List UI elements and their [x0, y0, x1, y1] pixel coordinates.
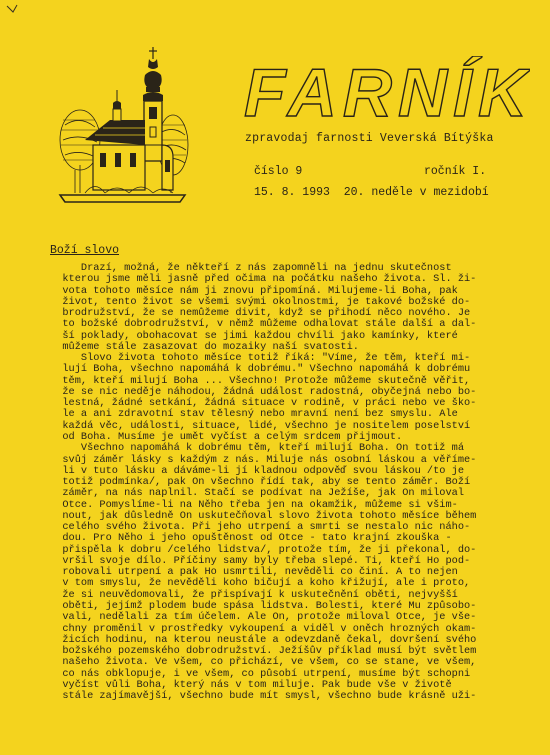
article-line: co nás obklopuje, i ve všem, co působí utrpení, musíme být schopni — [50, 667, 471, 680]
article-line: vyčíst vůli Boha, který nás v tom miluje. Pak bude vše v životě — [50, 678, 452, 691]
article-heading: Boží slovo — [50, 244, 120, 257]
article-line: v tom smyslu, že nevěděli koho bičují a koho křižují, ale i proto, — [50, 577, 471, 590]
article-line: Drazí, možná, že někteří z nás zapomněli na jednu skutečnost — [50, 262, 452, 274]
newsletter-subtitle: zpravodaj farnosti Veverská Bítýška — [245, 132, 494, 145]
issue-number: číslo 9 — [254, 165, 303, 178]
article-line: můžeme stále zasazovat do mozaiky naší svatosti. — [50, 340, 359, 353]
article-line: Slovo života tohoto měsíce totiž říká: "Víme, že těm, kteří mi- — [50, 352, 471, 365]
article-line: žicích hodinu, na kterou neustále a odevzdaně čekal, dovršení svého — [50, 633, 477, 646]
article-line: svůj záměr lásky s každým z nás. Miluje nás osobní láskou a věříme- — [50, 453, 477, 466]
article-line: li v tuto lásku a dáváme-li jí kladnou odpověď svou láskou /to je — [50, 464, 465, 477]
article-line: každá věc, události, situace, lidé, všechno je nositelem poselství — [50, 419, 471, 432]
article-line: vali, nedělali za tím účelem. Ale On, protože miloval Otce, je vše- — [50, 611, 477, 624]
issue-date: 15. 8. 1993 — [254, 186, 330, 199]
article-line: totiž podmínka/, pak On všechno řídí tak, aby se tento záměr. Boží — [50, 476, 471, 489]
article-line: oběti, jejímž plodem bude spása lidstva. Bolesti, které Mu způsobo- — [50, 599, 477, 612]
article-line: robovali utrpení a pak Ho usmrtili, nevěděli co činí. A to nejen — [50, 566, 458, 579]
article-line: dou. Pro Něho i jeho opuštěnost od Otce - tato krajní zkouška - — [50, 532, 452, 545]
article-line: celého svého života. Při jeho utrpení a smrti se nestalo nic náho- — [50, 521, 471, 534]
masthead-title — [240, 56, 530, 126]
article-line: Všechno napomáhá k dobrému těm, kteří milují Boha. On totiž má — [50, 442, 465, 455]
masthead-title-text: FARNÍK — [244, 56, 530, 126]
article-line: záměr, na nás naplnil. Stačí se podívat na Ježíše, jak On miloval — [50, 487, 465, 500]
article-line: kterou jsme měli jasně před očima na počátku našeho života. Sl. ži- — [50, 273, 477, 286]
article-line: brodružství, že se nemůžeme divit, když se přihodí něco nového. Je — [50, 307, 471, 320]
corner-tick-icon — [5, 3, 19, 17]
article-line: že si neuvědomovali, že přispívají k uskutečnění oběti, nejvyšší — [50, 588, 458, 601]
article-line: nout, jak důsledně On uskutečňoval slovo života tohoto měsíce během — [50, 509, 477, 522]
article-line: přispěla k dobru /celého lidstva/, protože tím, že ji překonal, do- — [50, 543, 477, 556]
church-illustration — [55, 45, 190, 205]
article-line: vršil svoje dílo. Příčiny samy byly třeba slepé. Ti, kteří Ho pod- — [50, 554, 471, 567]
liturgical-sunday: 20. neděle v mezidobí — [343, 186, 489, 199]
article-line: lují Boha, všechno napomáhá k dobrému." Všechno napomáhá k dobrému — [50, 363, 471, 376]
article-line: to božské dobrodružství, v němž můžeme odhalovat stále další a dal- — [50, 318, 477, 331]
issue-info — [254, 165, 524, 178]
volume-number: ročník I. — [424, 165, 487, 178]
article-line: Otce. Pomyslíme-li na Něho třeba jen na okamžik, můžeme si všim- — [50, 498, 458, 511]
article-line: božského pozemského dobrodružství. Ježíšův příklad musí být světlem — [50, 645, 477, 658]
article-line: chny proměnil v prostředky vykoupení a viděl v oněch hrozných okam- — [50, 622, 477, 635]
article-line: lestná, žádné setkání, žádná situace v rodině, v práci nebo ve ško- — [50, 397, 477, 410]
article-line: ší poklady, obohacovat se jimi každou chvíli jako kamínky, které — [50, 329, 458, 342]
article-line: že se nic neděje náhodou, žádná událost radostná, obyčejná nebo bo- — [50, 385, 477, 398]
article-body — [50, 263, 520, 702]
article-line: těm, kteří milují Boha ... Všechno! Protože můžeme skutečně věřit, — [50, 374, 471, 387]
article-line: od Boha. Musíme je umět vyčíst a celým srdcem přijmout. — [50, 430, 403, 443]
article-line: život, tento život se všemi svými okolnostmi, je takové božské do- — [50, 295, 471, 308]
article-line: le a ani zdravotní stav tělesný nebo mravní není bez smyslu. Ale — [50, 408, 458, 421]
article-line: vota tohoto měsíce nám ji znovu připomíná. Milujeme-li Boha, pak — [50, 284, 458, 297]
article-line: stále zajímavější, všechno bude mít smysl, všechno bude krásně uži- — [50, 690, 477, 703]
issue-date-row — [254, 186, 489, 199]
article-line: našeho života. Ve všem, co přichází, ve všem, co se stane, ve všem, — [50, 656, 477, 669]
